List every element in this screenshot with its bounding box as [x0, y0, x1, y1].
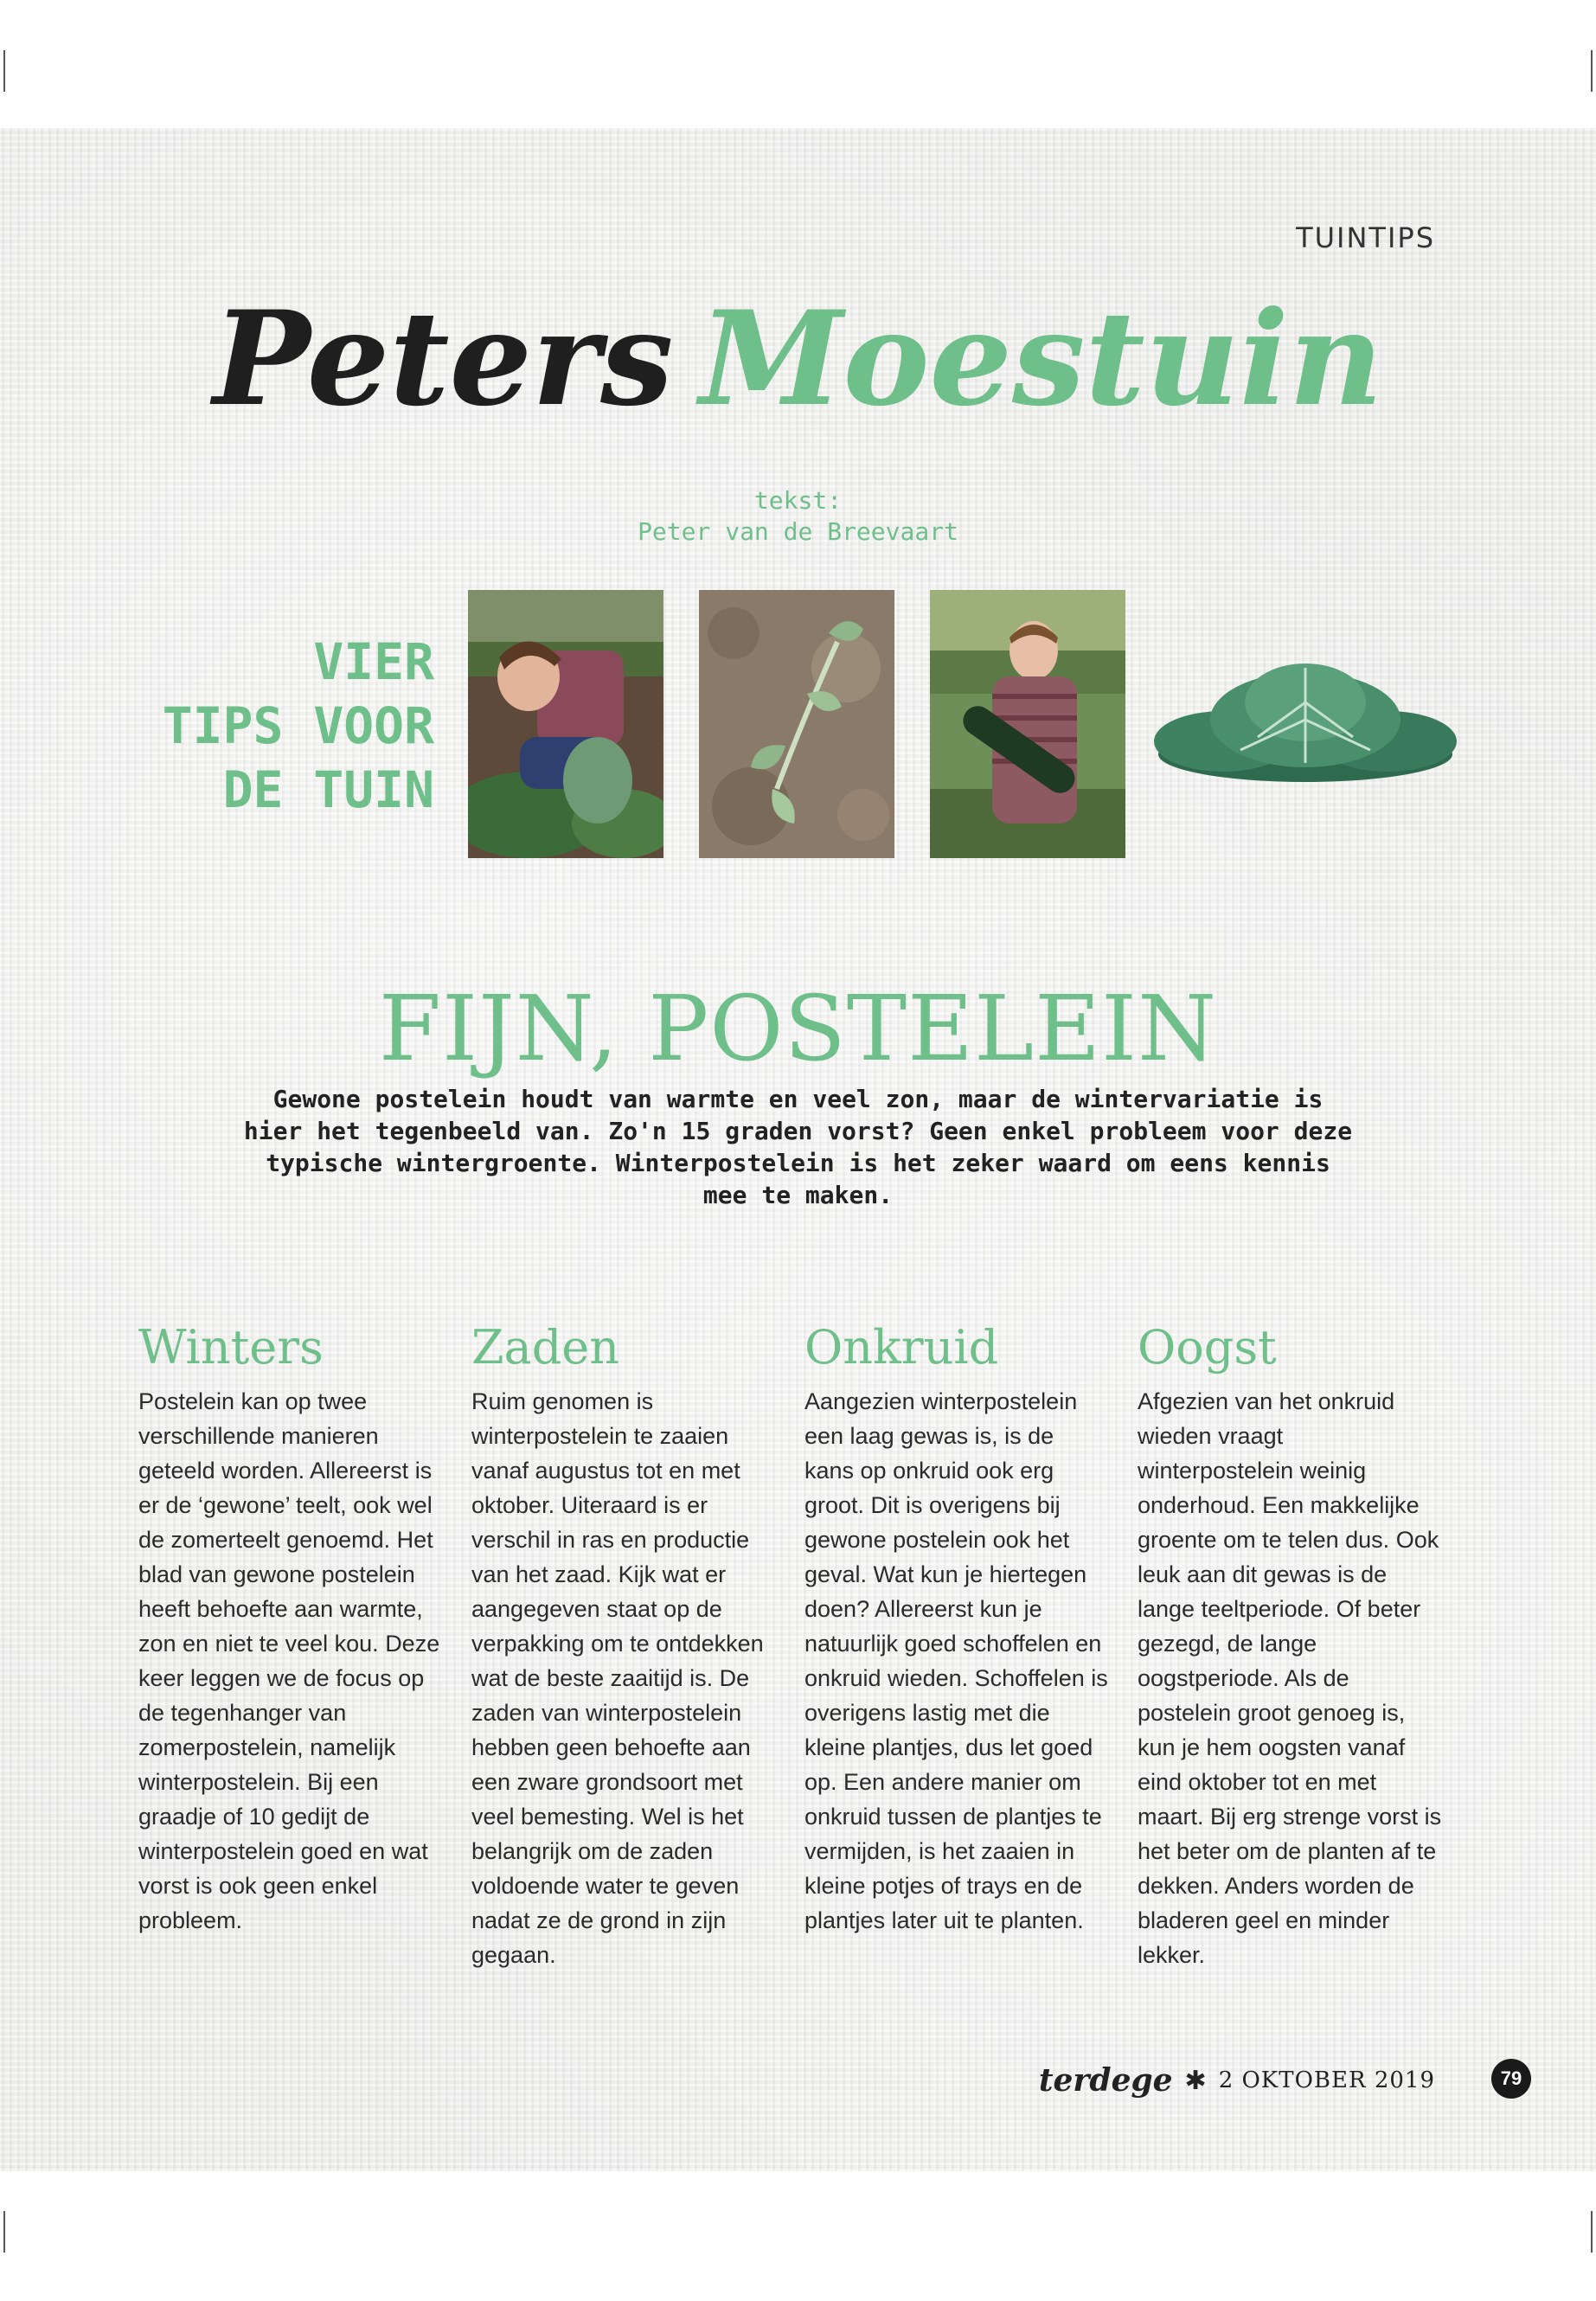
article-column [1138, 1320, 1442, 1972]
page-number: 79 [1491, 2059, 1531, 2099]
article-column [471, 1320, 776, 1972]
seedling-photo [699, 590, 894, 858]
column-heading: Winters [138, 1320, 324, 1375]
byline-author: Peter van de Breevaart [638, 517, 958, 546]
man-with-zucchini-photo [930, 590, 1125, 858]
column-body: Ruim genomen is winterpostelein te zaaien vanaf augustus tot en met oktober. Uiteraard is er verschil in ras en productie van het zaad. Kijk wat er aangegeven staat op de verpakking om te ontdekken wat de beste zaaitijd is. De zaden van winterpostelein hebben geen behoefte aan een zware grondsoort met veel bemesting. Wel is het belangrijk om de zaden voldoende water te geven nadat ze de grond in zijn gegaan. [471, 1388, 764, 1968]
column-heading: Zaden [471, 1320, 620, 1375]
column-heading: Oogst [1138, 1320, 1277, 1375]
tips-heading-line: VIER [313, 632, 434, 691]
article-headline: FIJN, POSTELEIN [378, 976, 1218, 1081]
column-body: Aangezien winterpostelein een laag gewas is, is de kans op onkruid ook erg groot. Dit is overigens bij gewone postelein ook het geval. Wat kun je hiertegen doen? Allereerst kun je natuurlijk goed schoffelen en onkruid wieden. Schoffelen is overigens lastig met die kleine plantjes, dus let goed op. Een andere manier om onkruid tussen de plantjes te vermijden, is het zaaien in kleine potjes of trays en de plantjes later uit te planten. [804, 1388, 1108, 1933]
crop-mark-top-left [3, 50, 5, 92]
crop-mark-top-right [1591, 50, 1593, 92]
section-label: TUINTIPS [1296, 221, 1435, 254]
gardener-kneeling-photo [468, 590, 663, 858]
issue-date: 2 OKTOBER 2019 [1218, 2067, 1435, 2093]
asterisk-icon: ✱ [1184, 2066, 1207, 2095]
column-body: Postelein kan op twee verschillende manieren geteeld worden. Allereerst is er de ‘gewone’ teelt, ook wel de zomerteelt genoemd. Het blad van gewone postelein heeft behoefte aan warmte, zon en niet te veel kou. Deze keer leggen we de focus op de tegenhanger van zomerpostelein, namelijk winterpostelein. Bij een graadje of 10 gedijt de winterpostelein goed en wat vorst is ook geen enkel probleem. [138, 1388, 440, 1933]
intro-paragraph: Gewone postelein houdt van warmte en veel zon, maar de wintervariatie is hier het tegenbeeld van. Zo'n 15 graden vorst? Geen enkel probleem voor deze typische wintergroente. Winterpostelein is het zeker waard om eens kennis mee te maken. [243, 1085, 1353, 1209]
byline-label: tekst: [753, 486, 843, 515]
title-part-1: Peters [213, 283, 674, 435]
crop-mark-bottom-left [3, 2211, 5, 2253]
column-body: Afgezien van het onkruid wieden vraagt winterpostelein weinig onderhoud. Een makkelijke groente om te telen dus. Ook leuk aan dit gewas is de lange teeltperiode. Of beter gezegd, de lange oogstperiode. Als de postelein groot genoeg is, kun je hem oogsten vanaf eind oktober tot en met maart. Bij erg strenge vorst is het beter om de planten af te dekken. Anders worden de bladeren geel en minder lekker. [1138, 1388, 1442, 1968]
title-part-2: Moestuin [699, 283, 1383, 435]
tips-heading-line: TIPS VOOR [162, 696, 434, 755]
cabbage-illustration [1154, 642, 1457, 789]
page-footer [1039, 2062, 1435, 2099]
tips-heading-line: DE TUIN [222, 760, 434, 819]
page-title [0, 283, 1596, 435]
article-column [138, 1320, 443, 1938]
magazine-brand: terdege [1038, 2062, 1173, 2099]
crop-mark-bottom-right [1591, 2211, 1593, 2253]
column-heading: Onkruid [804, 1320, 999, 1375]
article-column [804, 1320, 1109, 1938]
tips-heading [138, 630, 434, 822]
